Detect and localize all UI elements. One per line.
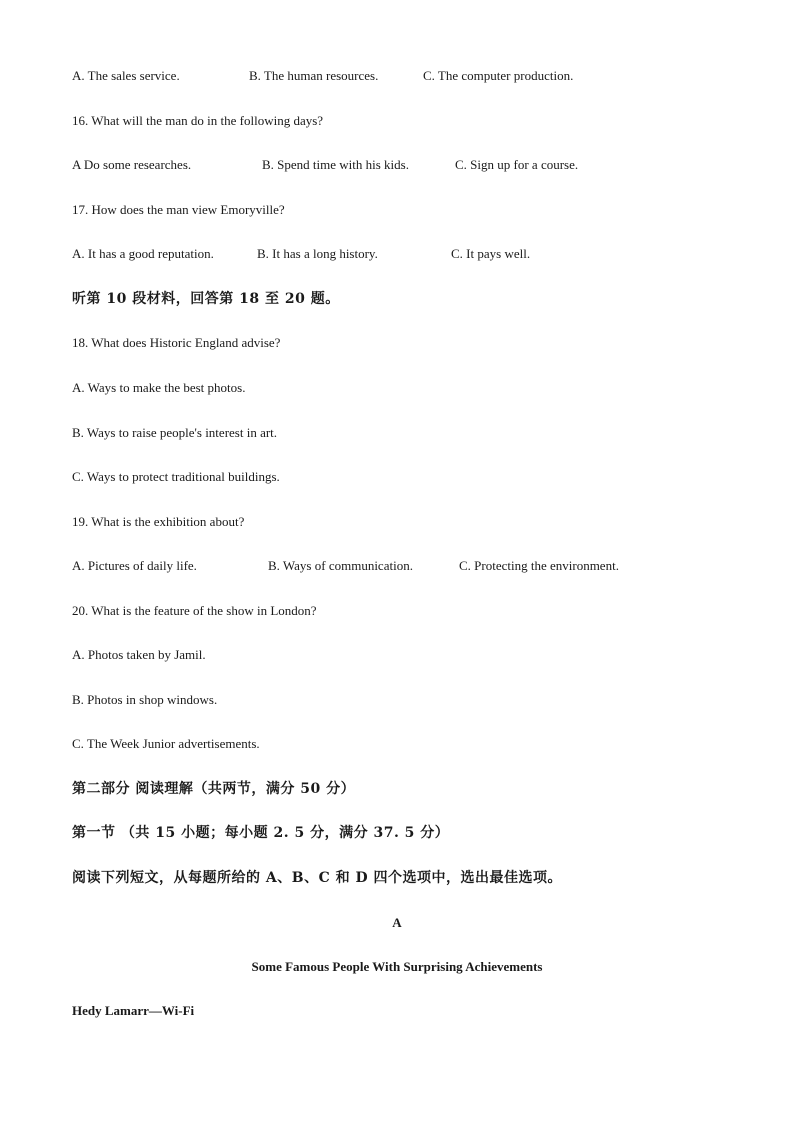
q16-option-b: B. Spend time with his kids. <box>262 157 409 172</box>
q15-option-b: B. The human resources. <box>249 68 379 83</box>
q18-option-c: C. Ways to protect traditional buildings. <box>72 469 280 484</box>
q16-option-c: C. Sign up for a course. <box>455 157 579 172</box>
q18-option-b: B. Ways to raise people's interest in art. <box>72 425 278 440</box>
q16-question: 16. What will the man do in the following days? <box>72 113 324 128</box>
q20-option-c: C. The Week Junior advertisements. <box>72 736 260 751</box>
q19-question: 19. What is the exhibition about? <box>72 514 245 529</box>
q17-option-b: B. It has a long history. <box>257 246 378 261</box>
passage-subheading: Hedy Lamarr—Wi-Fi <box>72 1003 195 1018</box>
q15-option-a: A. The sales service. <box>72 68 180 83</box>
part-2-heading: 第二部分 阅读理解（共两节，满分 50 分） <box>72 781 356 797</box>
passage-letter: A <box>392 915 402 930</box>
passage-title: Some Famous People With Surprising Achievements <box>251 959 543 974</box>
q19-option-b: B. Ways of communication. <box>268 558 413 573</box>
reading-instructions: 阅读下列短文，从每题所给的 A、B、C 和 D 四个选项中，选出最佳选项。 <box>72 870 562 886</box>
section-1-heading: 第一节 （共 15 小题；每小题 2. 5 分，满分 37. 5 分） <box>72 825 450 841</box>
q17-option-c: C. It pays well. <box>451 246 531 261</box>
q18-option-a: A. Ways to make the best photos. <box>72 380 246 395</box>
q17-option-a: A. It has a good reputation. <box>72 246 214 261</box>
section-10-heading: 听第 10 段材料，回答第 18 至 20 题。 <box>72 291 340 307</box>
q20-option-b: B. Photos in shop windows. <box>72 692 218 707</box>
q20-option-a: A. Photos taken by Jamil. <box>72 647 206 662</box>
q16-option-a: A Do some researches. <box>72 157 192 172</box>
q19-option-a: A. Pictures of daily life. <box>72 558 197 573</box>
q18-question: 18. What does Historic England advise? <box>72 335 281 350</box>
q15-option-c: C. The computer production. <box>423 68 574 83</box>
q20-question: 20. What is the feature of the show in London? <box>72 603 317 618</box>
q19-option-c: C. Protecting the environment. <box>459 558 619 573</box>
q17-question: 17. How does the man view Emoryville? <box>72 202 285 217</box>
